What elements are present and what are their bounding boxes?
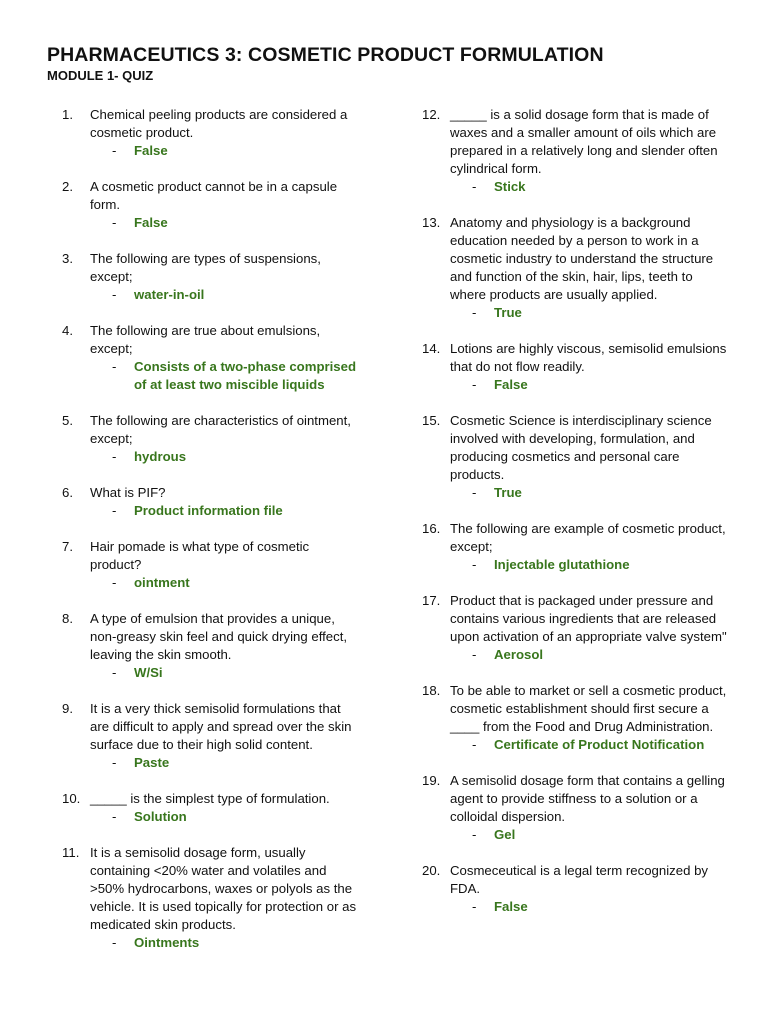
question-number: 3. <box>62 251 73 266</box>
answer-text: W/Si <box>134 665 163 680</box>
question-text: A type of emulsion that provides a unique, non-greasy skin feel and quick drying effect, leaving the skin smooth. <box>90 611 348 662</box>
question-number: 14. <box>422 341 441 356</box>
answer <box>62 142 362 160</box>
quiz-item <box>422 520 727 574</box>
answer-dash: - <box>112 503 117 518</box>
answer <box>62 934 362 952</box>
answer <box>422 304 727 322</box>
question-text: The following are example of cosmetic product, except; <box>450 521 726 554</box>
quiz-item <box>62 484 362 520</box>
question-number: 19. <box>422 773 441 788</box>
answer-text: Consists of a two-phase comprised of at least two miscible liquids <box>134 359 357 392</box>
question <box>62 106 362 142</box>
answer <box>62 214 362 232</box>
quiz-item <box>422 862 727 916</box>
question <box>422 340 727 376</box>
answer-text: water-in-oil <box>134 287 205 302</box>
question-number: 10. <box>62 791 81 806</box>
answer-text: False <box>494 377 528 392</box>
answer-text: Injectable glutathione <box>494 557 630 572</box>
answer-dash: - <box>472 485 477 500</box>
answer-text: Paste <box>134 755 170 770</box>
answer-text: False <box>494 899 528 914</box>
question-number: 2. <box>62 179 73 194</box>
question-text: Lotions are highly viscous, semisolid emulsions that do not flow readily. <box>450 341 727 374</box>
quiz-item <box>422 772 727 844</box>
question-number: 5. <box>62 413 73 428</box>
answer <box>422 178 727 196</box>
answer <box>62 448 362 466</box>
answer <box>62 502 362 520</box>
answer-text: Gel <box>494 827 516 842</box>
question-text: Chemical peeling products are considered a cosmetic product. <box>90 107 348 140</box>
page-title: PHARMACEUTICS 3: COSMETIC PRODUCT FORMULATION <box>47 44 604 66</box>
answer-dash: - <box>472 827 477 842</box>
question-number: 7. <box>62 539 73 554</box>
quiz-item <box>62 610 362 682</box>
answer-dash: - <box>472 179 477 194</box>
answer <box>62 808 362 826</box>
question-text: Cosmetic Science is interdisciplinary science involved with developing, formulation, and producing cosmetics and personal care products. <box>450 413 712 482</box>
question-number: 1. <box>62 107 73 122</box>
question-text: Hair pomade is what type of cosmetic product? <box>90 539 310 572</box>
answer-dash: - <box>472 377 477 392</box>
answer <box>422 736 727 754</box>
answer-text: Aerosol <box>494 647 544 662</box>
quiz-item <box>422 412 727 502</box>
quiz-item <box>62 538 362 592</box>
module-subtitle: MODULE 1- QUIZ <box>47 68 154 83</box>
left-column <box>62 106 362 970</box>
question-text: Anatomy and physiology is a background education needed by a person to work in a cosmetic industry to understand the structure and function of the skin, hair, lips, teeth to where products are usually applied. <box>450 215 714 302</box>
question-text: _____ is a solid dosage form that is made of waxes and a smaller amount of oils which are prepared in a relatively long and slender often cylindrical form. <box>450 107 718 176</box>
question <box>422 412 727 484</box>
answer-dash: - <box>472 557 477 572</box>
answer-dash: - <box>112 935 117 950</box>
answer-dash: - <box>112 143 117 158</box>
answer-dash: - <box>112 809 117 824</box>
question-number: 11. <box>62 845 80 860</box>
question-text: To be able to market or sell a cosmetic product, cosmetic establishment should first secure a ____ from the Food and Drug Administration. <box>450 683 727 734</box>
answer-text: False <box>134 143 168 158</box>
question <box>422 106 727 178</box>
answer <box>422 826 727 844</box>
answer-dash: - <box>112 575 117 590</box>
quiz-item <box>62 790 362 826</box>
quiz-item <box>422 592 727 664</box>
answer-dash: - <box>472 899 477 914</box>
answer <box>422 484 727 502</box>
answer-dash: - <box>472 647 477 662</box>
answer-dash: - <box>112 359 117 374</box>
answer <box>422 556 727 574</box>
answer <box>62 574 362 592</box>
quiz-item <box>422 214 727 322</box>
question <box>62 412 362 448</box>
answer <box>422 898 727 916</box>
quiz-item <box>62 178 362 232</box>
question <box>422 682 727 736</box>
question-number: 17. <box>422 593 441 608</box>
answer-text: Solution <box>134 809 187 824</box>
question <box>62 322 362 358</box>
answer-text: Ointments <box>134 935 200 950</box>
quiz-item <box>62 700 362 772</box>
question-number: 9. <box>62 701 73 716</box>
question-number: 18. <box>422 683 441 698</box>
question-number: 16. <box>422 521 441 536</box>
answer-text: True <box>494 485 522 500</box>
answer <box>422 376 727 394</box>
answer-dash: - <box>112 287 117 302</box>
question-text: The following are characteristics of ointment, except; <box>90 413 351 446</box>
question-text: _____ is the simplest type of formulation. <box>90 791 330 806</box>
question <box>62 790 362 808</box>
question <box>62 610 362 664</box>
question-number: 13. <box>422 215 441 230</box>
question-text: What is PIF? <box>90 485 166 500</box>
question <box>62 700 362 754</box>
question-text: A semisolid dosage form that contains a gelling agent to provide stiffness to a solution or a colloidal dispersion. <box>450 773 725 824</box>
question-text: It is a semisolid dosage form, usually containing <20% water and volatiles and >50% hydrocarbons, waxes or polyols as the vehicle. It is used topically for protection or as medicated skin products. <box>90 845 357 932</box>
question <box>62 538 362 574</box>
question <box>62 484 362 502</box>
answer-text: ointment <box>134 575 190 590</box>
answer-text: True <box>494 305 522 320</box>
quiz-item <box>62 250 362 304</box>
question-number: 8. <box>62 611 73 626</box>
quiz-item <box>422 106 727 196</box>
answer <box>62 754 362 772</box>
question-text: A cosmetic product cannot be in a capsule form. <box>90 179 338 212</box>
answer-dash: - <box>112 755 117 770</box>
answer-text: Stick <box>494 179 526 194</box>
question-text: Product that is packaged under pressure and contains various ingredients that are released upon activation of an appropriate valve system" <box>450 593 727 644</box>
question-text: It is a very thick semisolid formulations that are difficult to apply and spread over the skin surface due to their high solid content. <box>90 701 352 752</box>
question <box>62 178 362 214</box>
question-number: 6. <box>62 485 73 500</box>
question <box>422 214 727 304</box>
answer-text: False <box>134 215 168 230</box>
quiz-item <box>62 106 362 160</box>
right-column <box>422 106 727 934</box>
question <box>62 844 362 934</box>
question-number: 20. <box>422 863 441 878</box>
question <box>422 592 727 646</box>
answer <box>422 646 727 664</box>
answer-text: Product information file <box>134 503 283 518</box>
question <box>422 520 727 556</box>
answer-dash: - <box>112 215 117 230</box>
question-number: 12. <box>422 107 441 122</box>
answer-text: hydrous <box>134 449 187 464</box>
answer-dash: - <box>112 665 117 680</box>
quiz-item <box>62 412 362 466</box>
answer-text: Certificate of Product Notification <box>494 737 705 752</box>
quiz-item <box>422 340 727 394</box>
question <box>62 250 362 286</box>
question-text: Cosmeceutical is a legal term recognized by FDA. <box>450 863 709 896</box>
answer-dash: - <box>472 305 477 320</box>
question-number: 15. <box>422 413 441 428</box>
question-text: The following are types of suspensions, except; <box>90 251 321 284</box>
question <box>422 862 727 898</box>
question-number: 4. <box>62 323 73 338</box>
quiz-item <box>62 322 362 394</box>
quiz-item <box>62 844 362 952</box>
answer-dash: - <box>112 449 117 464</box>
quiz-item <box>422 682 727 754</box>
answer-dash: - <box>472 737 477 752</box>
answer <box>62 358 362 394</box>
question <box>422 772 727 826</box>
question-text: The following are true about emulsions, except; <box>90 323 321 356</box>
answer <box>62 664 362 682</box>
answer <box>62 286 362 304</box>
